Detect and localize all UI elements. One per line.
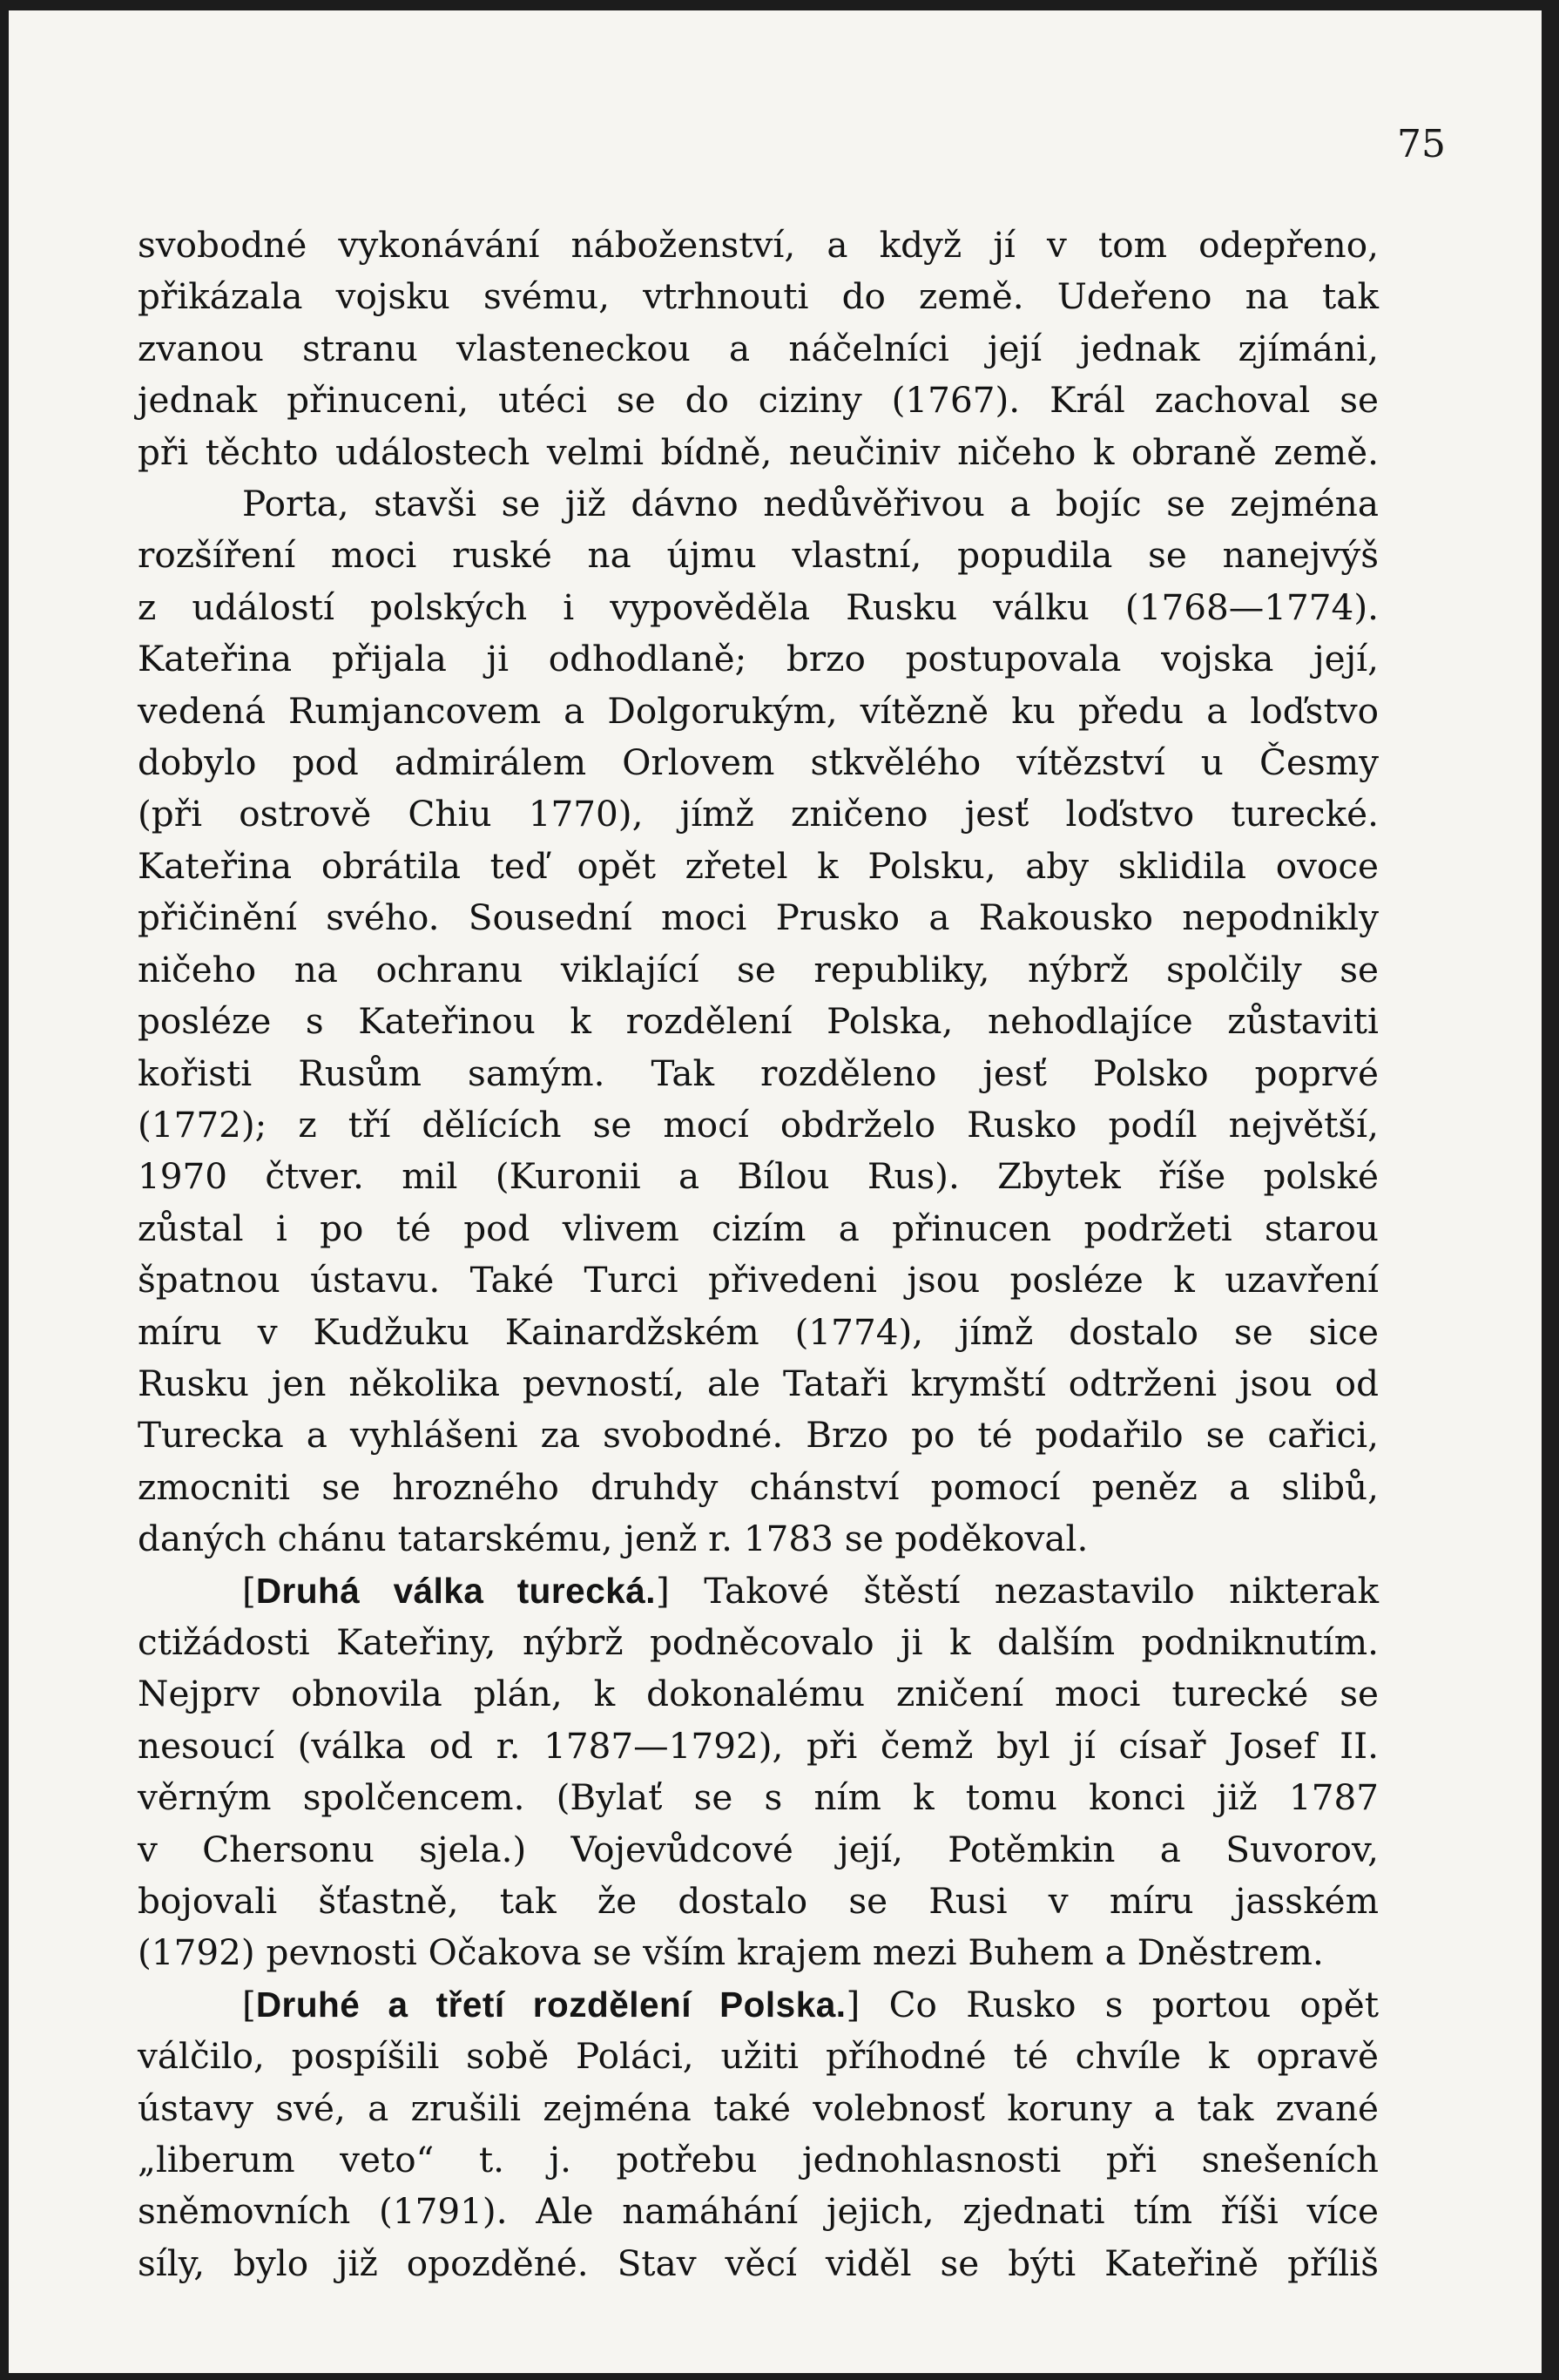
text-line: kořisti Rusům samým. Tak rozděleno jesť Polsko poprvé <box>138 1051 1379 1094</box>
text-line: zvanou stranu vlasteneckou a náčelníci její jednak zjímáni, <box>138 327 1379 369</box>
text-line: „liberum veto“ t. j. potřebu jednohlasnosti při snešeních <box>138 2139 1379 2181</box>
text-line: svobodné vykonávání náboženství, a když jí v tom odepřeno, <box>138 224 1379 266</box>
text-line: (při ostrově Chiu 1770), jímž zničeno jesť loďstvo turecké. <box>138 793 1379 835</box>
text-line: Kateřina přijala ji odhodlaně; brzo postupovala vojska její, <box>138 638 1379 680</box>
bracket-close: ] <box>846 1983 889 2025</box>
text-line: posléze s Kateřinou k rozdělení Polska, nehodlajíce zůstaviti <box>138 1000 1379 1043</box>
text-line: Kateřina obrátila teď opět zřetel k Polsku, aby sklidila ovoce <box>138 844 1379 887</box>
text-line: Porta, stavši se již dávno nedůvěřivou a bojíc se zejména <box>242 483 1379 525</box>
text-line: přičinění svého. Sousední moci Prusko a Rakousko nepodnikly <box>138 896 1379 939</box>
body-text <box>138 220 1379 2289</box>
text-line: při těchto událostech velmi bídně, neučiniv ničeho k obraně země. <box>138 430 1379 473</box>
text-line: bojovali šťastně, tak že dostalo se Rusi v míru jasském <box>138 1880 1379 1922</box>
bracket-close: ] <box>656 1569 705 1612</box>
book-page <box>9 10 1542 2373</box>
text-line: jednak přinuceni, utéci se do ciziny (1767). Král zachoval se <box>138 379 1379 422</box>
text-line: daných chánu tatarskému, jenž r. 1783 se poděkoval. <box>138 1518 1089 1560</box>
text-line: Turecka a vyhlášeni za svobodné. Brzo po té podařilo se cařici, <box>138 1414 1379 1457</box>
text-line: nesoucí (válka od r. 1787—1792), při čemž byl jí císař Josef II. <box>138 1724 1379 1767</box>
text-line: Takové štěstí nezastavilo nikterak <box>704 1569 1379 1612</box>
text-line: Co Rusko s portou opět <box>888 1983 1379 2025</box>
text-line: síly, bylo již opozděné. Stav věcí viděl se býti Kateřině příliš <box>138 2241 1379 2284</box>
section-heading: Druhé a třetí rozdělení Polska. <box>255 1984 847 2025</box>
text-line: dobylo pod admirálem Orlovem stkvělého vítězství u Česmy <box>138 741 1379 784</box>
text-line: špatnou ústavu. Také Turci přivedeni jsou posléze k uzavření <box>138 1259 1379 1302</box>
page-number: 75 <box>1397 122 1446 166</box>
section-heading: Druhá válka turecká. <box>255 1570 657 1611</box>
text-line: sněmovních (1791). Ale namáhání jejich, zjednati tím říši více <box>138 2190 1379 2233</box>
text-line: vedená Rumjancovem a Dolgorukým, vítězně ku předu a loďstvo <box>138 689 1379 732</box>
text-line: zůstal i po té pod vlivem cizím a přinucen podržeti starou <box>138 1207 1379 1249</box>
text-line: věrným spolčencem. (Bylať se s ním k tomu konci již 1787 <box>138 1776 1379 1819</box>
text-line: ústavy své, a zrušili zejména také volebnosť koruny a tak zvané <box>138 2086 1379 2129</box>
paragraph-polish-partitions <box>138 1979 1379 2031</box>
text-line: ničeho na ochranu viklající se republiky, nýbrž spolčily se <box>138 948 1379 991</box>
text-line: zmocniti se hrozného druhdy chánství pomocí peněz a slibů, <box>138 1465 1379 1508</box>
text-line: rozšíření moci ruské na újmu vlastní, popudila se nanejvýš <box>138 534 1379 577</box>
text-line: míru v Kudžuku Kainardžském (1774), jímž dostalo se sice <box>138 1310 1379 1353</box>
text-line: přikázala vojsku svému, vtrhnouti do země. Udeřeno na tak <box>138 275 1379 318</box>
text-line: ctižádosti Kateřiny, nýbrž podněcovalo ji k dalším podniknutím. <box>138 1620 1379 1663</box>
text-line: (1792) pevnosti Očakova se vším krajem mezi Buhem a Dněstrem. <box>138 1931 1324 1974</box>
text-line: Nejprv obnovila plán, k dokonalému zničení moci turecké se <box>138 1673 1379 1715</box>
text-line: (1772); z tří dělících se mocí obdrželo Rusko podíl největší, <box>138 1103 1379 1146</box>
bracket-open: [ <box>242 1569 256 1612</box>
text-line: Rusku jen několika pevností, ale Tataři krymští odtrženi jsou od <box>138 1362 1379 1404</box>
paragraph-second-turkish-war <box>138 1565 1379 1617</box>
bracket-open: [ <box>242 1983 256 2025</box>
text-line: z událostí polských i vypověděla Rusku válku (1768—1774). <box>138 585 1379 628</box>
text-line: válčilo, pospíšili sobě Poláci, užiti příhodné té chvíle k opravě <box>138 2035 1379 2078</box>
text-line: v Chersonu sjela.) Vojevůdcové její, Potěmkin a Suvorov, <box>138 1828 1379 1870</box>
text-line: 1970 čtver. mil (Kuronii a Bílou Rus). Zbytek říše polské <box>138 1155 1379 1198</box>
